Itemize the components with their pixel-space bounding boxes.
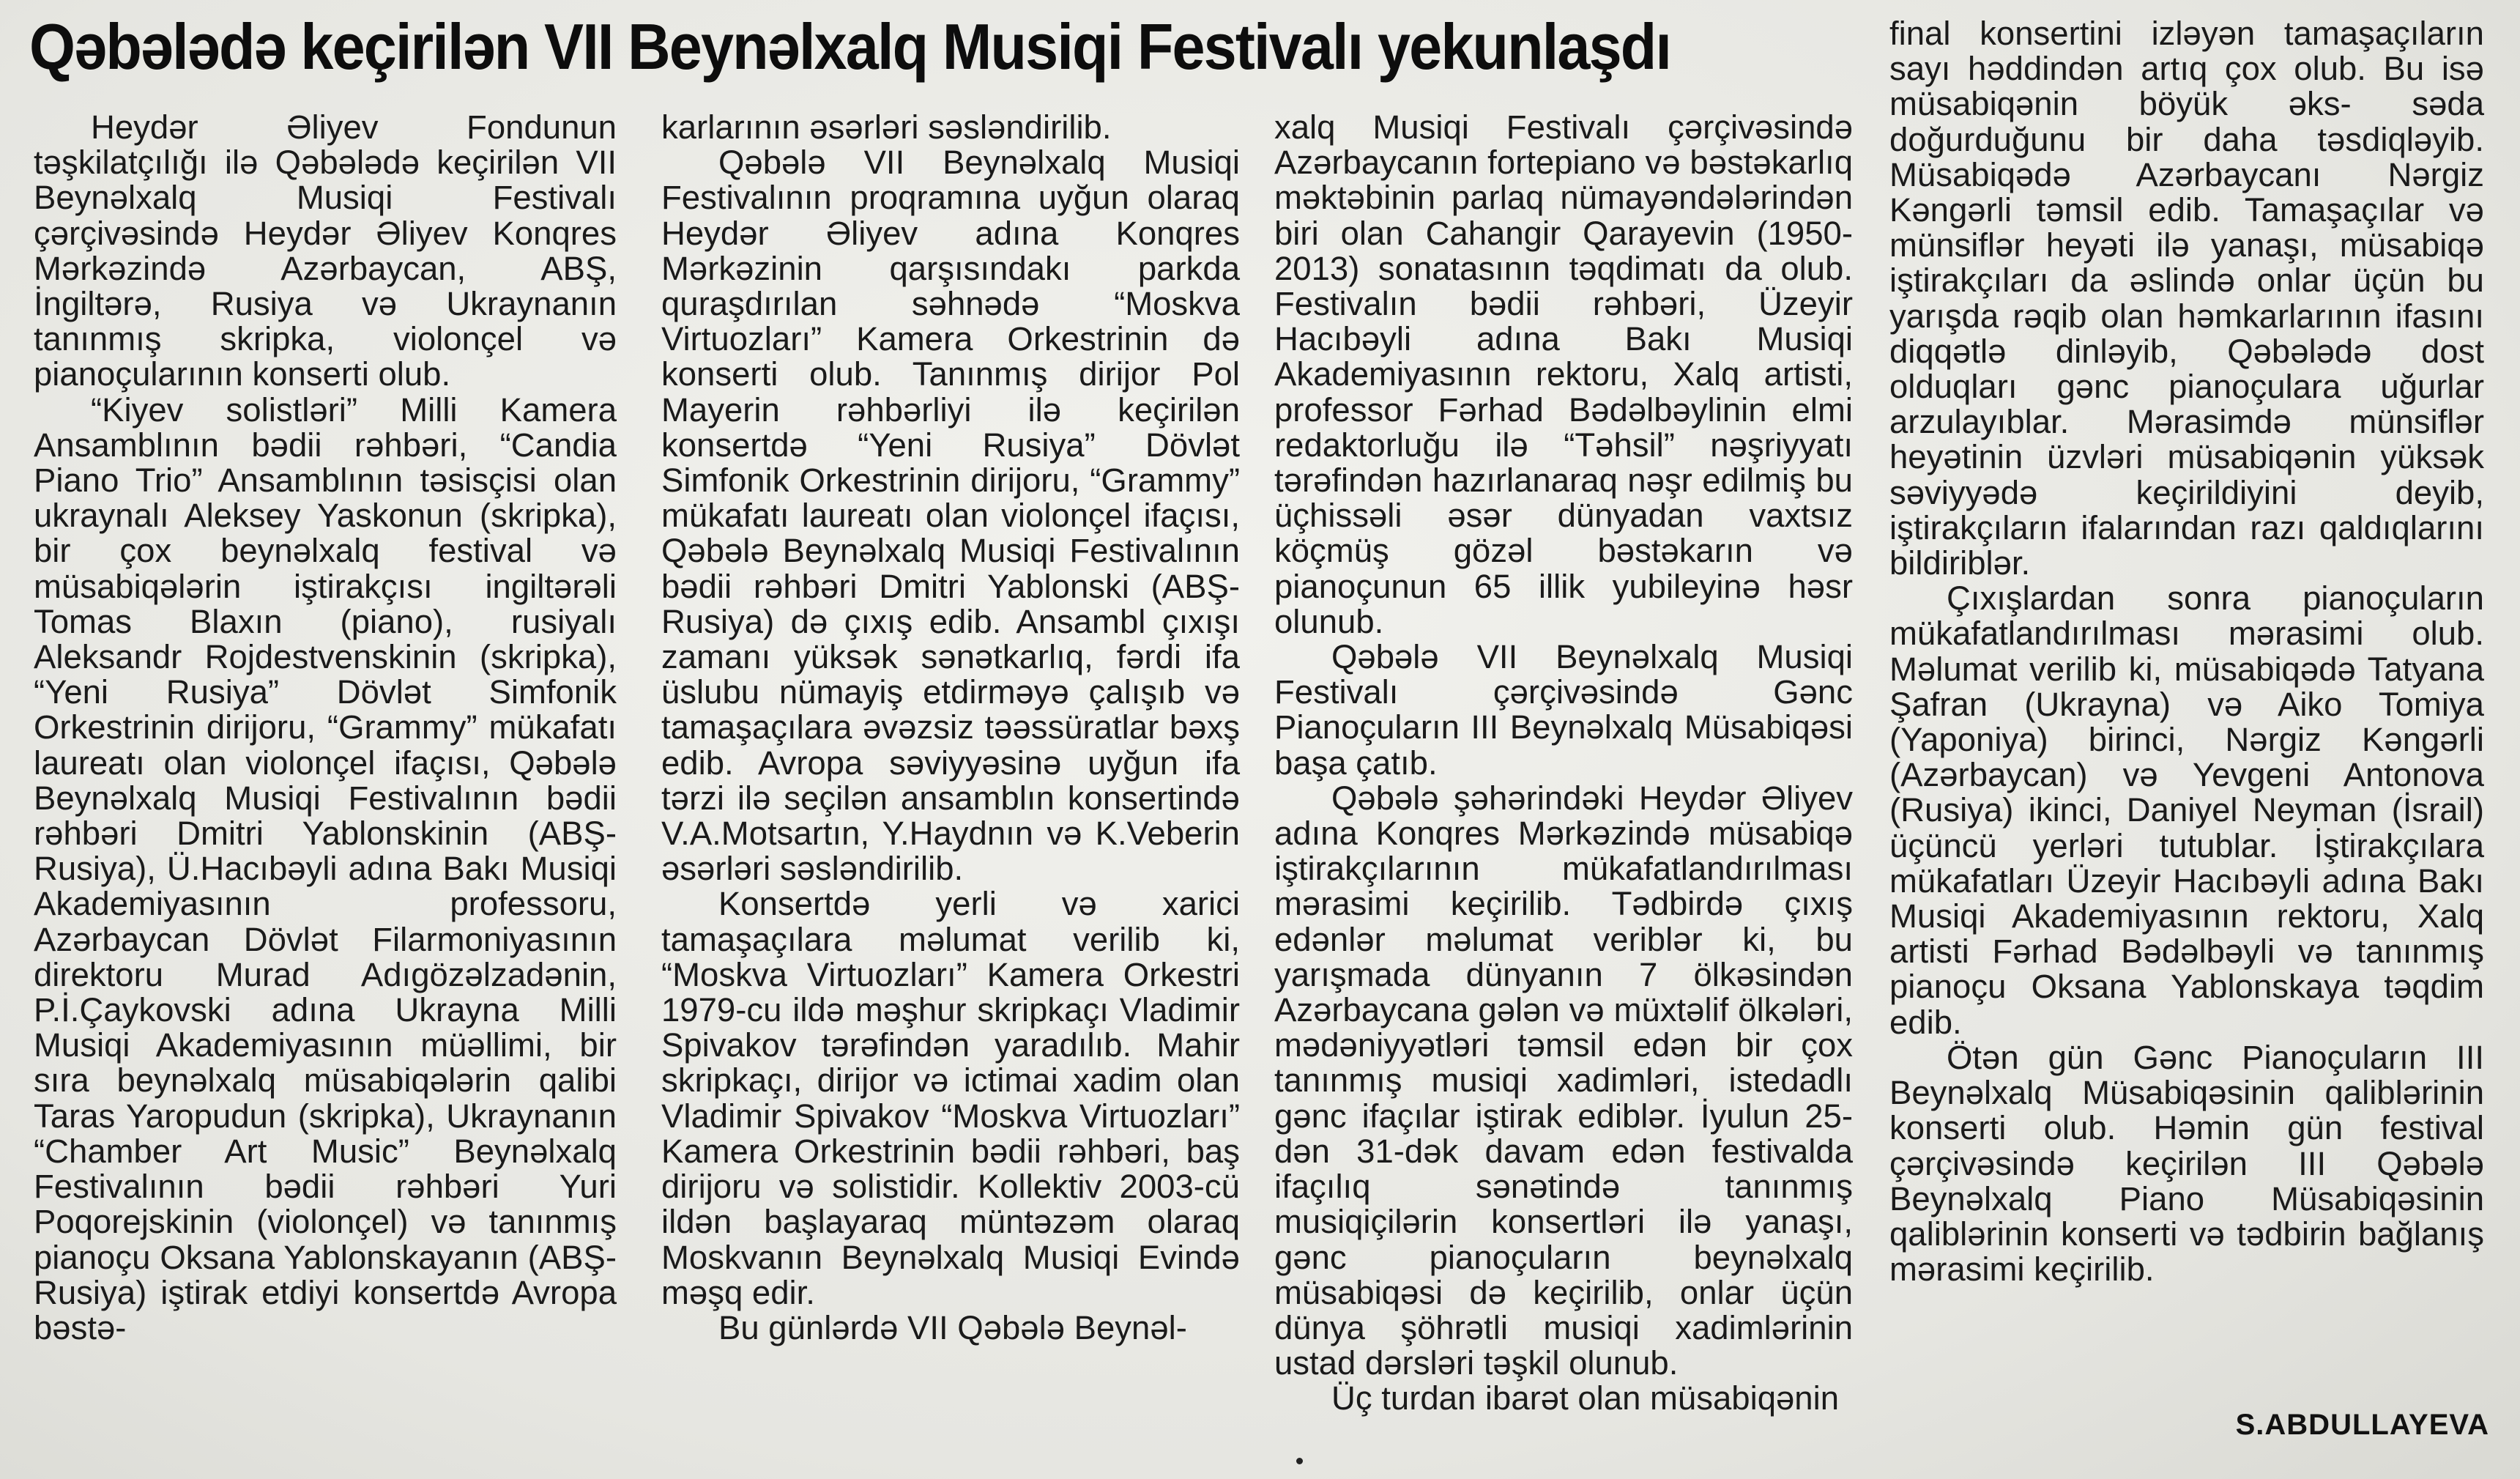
- paragraph: xalq Musiqi Festivalı çərçivəsində Azərbaycanın fortepiano və bəstəkarlıq məktəbinin parlaq nümayəndələrindən biri olan Cahangir Qarayevin (1950-2013) sonatasının təqdimatı da olub. Festivalın bədii rəhbəri, Üzeyir Hacıbəyli adına Bakı Musiqi Akademiyasının rektoru, Xalq artisti, professor Fərhad Bədəlbəylinin elmi redaktorluğu ilə “Təhsil” nəşriyyatı tərəfindən hazırlanaraq nəşr edilmiş bu üçhissəli əsər dünyadan vaxtsız köçmüş gözəl bəstəkarın və pianoçunun 65 illik yubileyinə həsr olunub.: [1274, 108, 1853, 640]
- paragraph: Qəbələ VII Beynəlxalq Musiqi Festivalı çərçivəsində Gənc Pianoçuların III Beynəlxalq Müsabiqəsi başa çatıb.: [1274, 638, 1853, 782]
- paragraph: Çıxışlardan sonra pianoçuların mükafatlandırılması mərasimi olub. Məlumat verilib ki, müsabiqədə Tatyana Şafran (Ukrayna) və Aiko Tomiya (Yaponiya) birinci, Nərgiz Kəngərli (Azərbaycan) və Yevgeni Antonova (Rusiya) ikinci, Daniyel Neyman (İsrail) üçüncü yerləri tutublar. İştirakçılara mükafatları Üzeyir Hacıbəyli adına Bakı Musiqi Akademiyasının rektoru, Xalq artisti Fərhad Bədəlbəyli və tanınmış pianoçu Oksana Yablonskaya təqdim edib.: [1889, 579, 2484, 1041]
- paragraph: Üç turdan ibarət olan müsabiqənin: [1331, 1379, 1840, 1417]
- article-column-1: [34, 110, 617, 1443]
- paragraph: “Kiyev solistləri” Milli Kamera Ansamblının bədii rəhbəri, “Candia Piano Trio” Ansamblının təsisçisi olan ukraynalı Aleksey Yaskonun (skripka), bir çox beynəlxalq festival və müsabiqələrin iştirakçısı ingiltərəli Tomas Blaxın (piano), rusiyalı Aleksandr Rojdestvenskinin (skripka), “Yeni Rusiya” Dövlət Simfonik Orkestrinin dirijoru, “Grammy” mükafatı laureatı olan violonçel ifaçısı, Qəbələ Beynəlxalq Musiqi Festivalının bədii rəhbəri Dmitri Yablonskinin (ABŞ-Rusiya), Ü.Hacıbəyli adına Bakı Musiqi Akademiyasının professoru, Azərbaycan Dövlət Filarmoniyasının direktoru Murad Adıgözəlzadənin, P.İ.Çaykovski adına Ukrayna Milli Musiqi Akademiyasının müəllimi, bir sıra beynəlxalq müsabiqələrin qalibi Taras Yaropudun (skripka), Ukraynanın “Chamber Art Music” Beynəlxalq Festivalının bədii rəhbəri Yuri Poqorejskinin (violonçel) və tanınmış pianoçu Oksana Yablonskayanın (ABŞ-Rusiya) iştirak etdiyi konsertdə Avropa bəstə-: [34, 390, 617, 1346]
- paragraph: Konsertdə yerli və xarici tamaşaçılara məlumat verilib ki, “Moskva Virtuozları” Kamera Orkestri 1979-cu ildə məşhur skripkaçı Vladimir Spivakov tərəfindən yaradılıb. Mahir skripkaçı, dirijor və ictimai xadim olan Vladimir Spivakov “Moskva Virtuozları” Kamera Orkestrinin bədii rəhbəri, baş dirijoru və solistidir. Kollektiv 2003-cü ildən başlayaraq müntəzəm olaraq Moskvanın Beynəlxalq Musiqi Evində məşq edir.: [661, 885, 1240, 1311]
- paragraph: Qəbələ VII Beynəlxalq Musiqi Festivalının proqramına uyğun olaraq Heydər Əliyev adına Konqres Mərkəzinin qarşısındakı parkda quraşdırılan səhnədə “Moskva Virtuozları” Kamera Orkestrinin də konserti olub. Tanınmış dirijor Pol Mayerin rəhbərliyi ilə keçirilən konsertdə “Yeni Rusiya” Dövlət Simfonik Orkestrinin dirijoru, “Grammy” mükafatı laureatı olan violonçel ifaçısı, Qəbələ Beynəlxalq Musiqi Festivalının bədii rəhbəri Dmitri Yablonski (ABŞ-Rusiya) də çıxış edib. Ansambl çıxışı zamanı yüksək sənətkarlıq, fərdi ifa üslubu nümayiş etdirməyə çalışıb və tamaşaçılara əvəzsiz təəssüratlar bəxş edib. Avropa səviyyəsinə uyğun ifa tərzi ilə seçilən ansamblın konsertində V.A.Motsartın, Y.Haydnın və K.Veberin əsərləri səsləndirilib.: [661, 144, 1240, 888]
- article-column-4: [1889, 16, 2484, 1408]
- article-column-2: [661, 110, 1240, 1443]
- paragraph: karlarının əsərləri səsləndirilib.: [661, 108, 1112, 146]
- article-column-3: [1274, 110, 1853, 1443]
- paragraph: Heydər Əliyev Fondunun təşkilatçılığı ilə Qəbələdə keçirilən VII Beynəlxalq Musiqi Festivalı çərçivəsində Heydər Əliyev Konqres Mərkəzində Azərbaycan, ABŞ, İngiltərə, Rusiya və Ukraynanın tanınmış skripka, violonçel və pianoçularının konserti olub.: [34, 108, 617, 393]
- print-speck: [1296, 1458, 1303, 1464]
- paragraph: final konsertini izləyən tamaşaçıların sayı həddindən artıq çox olub. Bu isə müsabiqənin böyük əks- səda doğurduğunu bir daha təsdiqləyib. Müsabiqədə Azərbaycanı Nərgiz Kəngərli təmsil edib. Tamaşaçılar və münsiflər heyəti ilə yanaşı, müsabiqə iştirakçıları da əslində onlar üçün bu yarışda rəqib olan həmkarlarının ifasını diqqətlə dinləyib, Qəbələdə dost olduqları gənc pianoçulara uğurlar arzulayıblar. Mərasimdə münsiflər heyətinin üzvləri müsabiqənin yüksək səviyyədə keçirildiyini deyib, iştirakçıların ifalarından razı qaldıqlarını bildiriblər.: [1889, 15, 2484, 582]
- article-headline: Qəbələdə keçirilən VII Beynəlxalq Musiqi Festivalı yekunlaşdı: [29, 10, 1671, 83]
- paragraph: Qəbələ şəhərindəki Heydər Əliyev adına Konqres Mərkəzində müsabiqə iştirakçılarının mükafatlandırılması mərasimi keçirilib. Tədbirdə çıxış edənlər məlumat veriblər ki, bu yarışmada dünyanın 7 ölkəsindən Azərbaycana gələn və müxtəlif ölkələri, mədəniyyətləri təmsil edən bir çox tanınmış musiqi xadimləri, istedadlı gənc ifaçılar iştirak ediblər. İyulun 25-dən 31-dək davam edən festivalda ifaçılıq sənətində tanınmış musiqiçilərin konsertləri ilə yanaşı, gənc pianoçuların beynəlxalq müsabiqəsi də keçirilib, onlar üçün dünya şöhrətli musiqi xadimlərinin ustad dərsləri təşkil olunub.: [1274, 779, 1853, 1382]
- paragraph: Bu günlərdə VII Qəbələ Beynəl-: [718, 1308, 1187, 1346]
- author-byline: S.ABDULLAYEVA: [2235, 1409, 2489, 1441]
- paragraph: Ötən gün Gənc Pianoçuların III Beynəlxalq Müsabiqəsinin qaliblərinin konserti olub. Həmin gün festival çərçivəsində keçirilən III Qəbələ Beynəlxalq Piano Müsabiqəsinin qaliblərinin konserti və tədbirin bağlanış mərasimi keçirilib.: [1889, 1038, 2484, 1289]
